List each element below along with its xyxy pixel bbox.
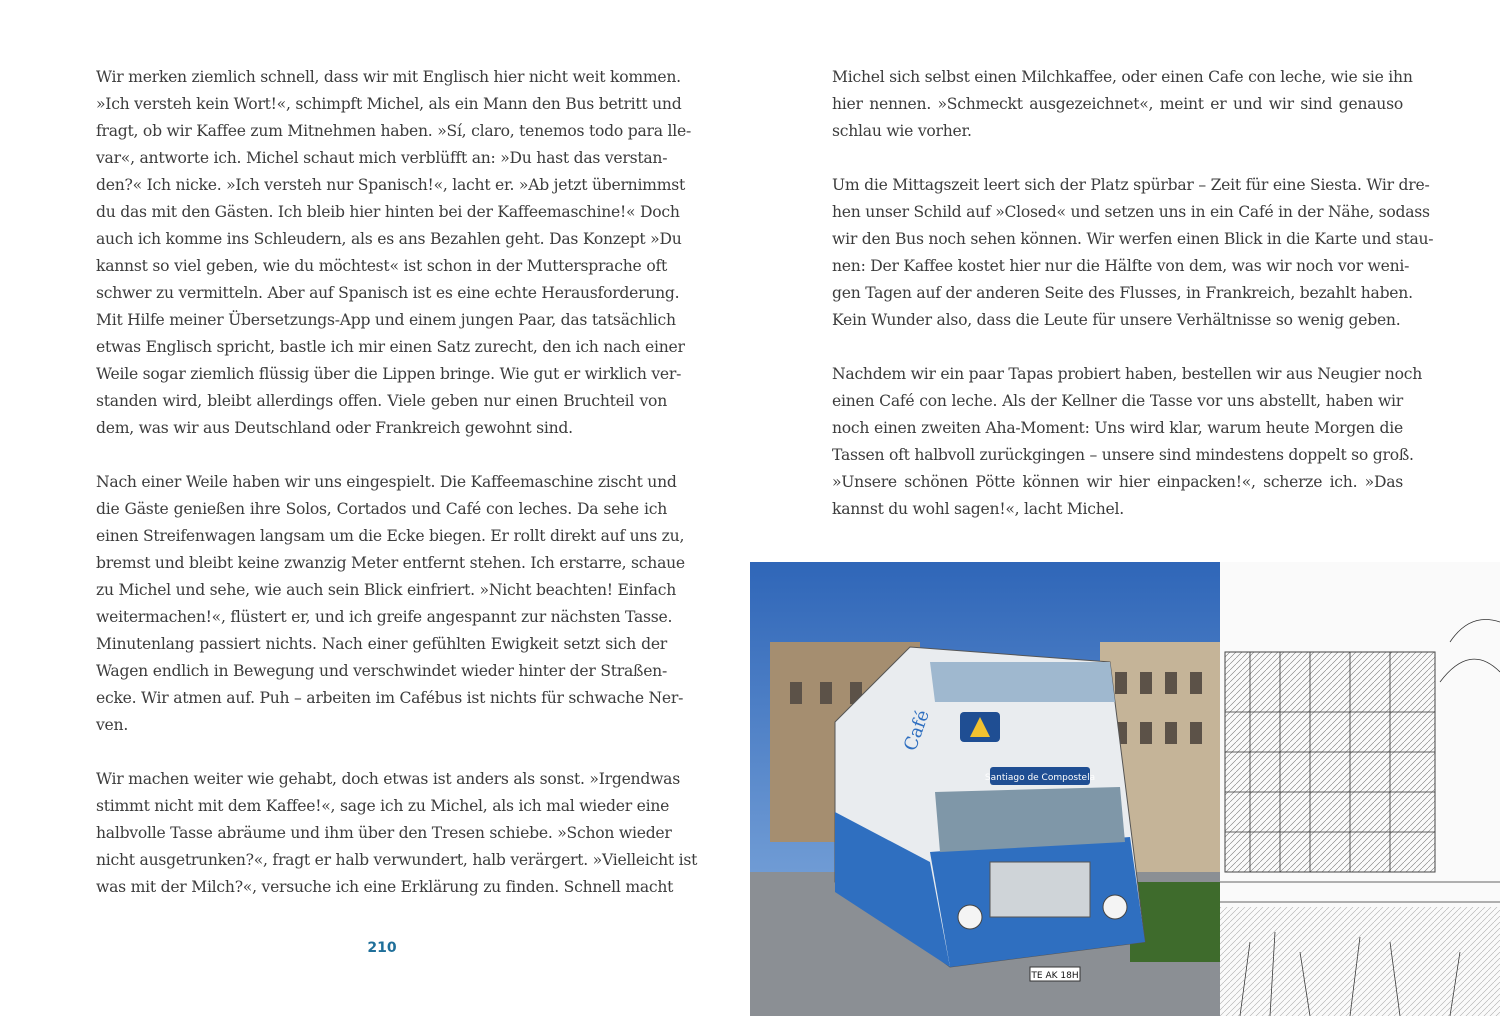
text-line: kannst du wohl sagen!«, lacht Michel.: [832, 500, 1124, 518]
svg-text:TE AK 18H: TE AK 18H: [1031, 971, 1079, 981]
text-line: den?« Ich nicke. »Ich versteh nur Spanisch!«, lacht er. »Ab jetzt übernimmst: [96, 176, 686, 194]
bus-photo-sketch-illustration: [750, 562, 1500, 1016]
text-line: hier nennen. »Schmeckt ausgezeichnet«, meint er und wir sind genauso: [832, 95, 1403, 113]
text-line: Michel sich selbst einen Milchkaffee, oder einen Cafe con leche, wie sie ihn: [832, 68, 1413, 86]
text-line: »Ich versteh kein Wort!«, schimpft Michel, als ein Mann den Bus betritt und: [96, 95, 682, 113]
paragraph: [96, 64, 691, 442]
text-line: halbvolle Tasse abräume und ihm über den Tresen schiebe. »Schon wieder: [96, 824, 672, 842]
text-line: Wagen endlich in Bewegung und verschwindet wieder hinter der Straßen-: [96, 662, 667, 680]
sketch-buildings: [1225, 652, 1435, 872]
text-line: schlau wie vorher.: [832, 122, 972, 140]
text-line: weitermachen!«, flüstert er, und ich greife angespannt zur nächsten Tasse.: [96, 608, 673, 626]
text-line: var«, antworte ich. Michel schaut mich verblüfft an: »Du hast das verstan-: [96, 149, 668, 167]
text-line: Tassen oft halbvoll zurückgingen – unsere sind mindestens doppelt so groß.: [832, 446, 1414, 464]
text-line: einen Café con leche. Als der Kellner die Tasse vor uns abstellt, haben wir: [832, 392, 1403, 410]
text-line: Wir machen weiter wie gehabt, doch etwas ist anders als sonst. »Irgendwas: [96, 770, 680, 788]
page-number: 210: [367, 940, 397, 956]
paragraph: [96, 766, 698, 901]
text-line: Um die Mittagszeit leert sich der Platz spürbar – Zeit für eine Siesta. Wir dre-: [832, 176, 1430, 194]
text-line: stimmt nicht mit dem Kaffee!«, sage ich zu Michel, als ich mal wieder eine: [96, 797, 670, 815]
text-line: dem, was wir aus Deutschland oder Frankreich gewohnt sind.: [96, 419, 573, 437]
svg-text:Café: Café: [899, 707, 935, 754]
paragraph: [832, 361, 1422, 523]
text-line: Weile sogar ziemlich flüssig über die Lippen bringe. Wie gut er wirklich ver-: [96, 365, 682, 383]
text-line: schwer zu vermitteln. Aber auf Spanisch ist es eine echte Herausforderung.: [96, 284, 680, 302]
hedge: [1130, 882, 1220, 962]
right-page-text: [832, 64, 1434, 550]
text-line: nicht ausgetrunken?«, fragt er halb verwundert, halb verärgert. »Vielleicht ist: [96, 851, 698, 869]
text-line: Minutenlang passiert nichts. Nach einer gefühlten Ewigkeit setzt sich der: [96, 635, 667, 653]
text-line: ecke. Wir atmen auf. Puh – arbeiten im Cafébus ist nichts für schwache Ner-: [96, 689, 684, 707]
left-page-text: [96, 64, 698, 928]
text-line: Nachdem wir ein paar Tapas probiert haben, bestellen wir aus Neugier noch: [832, 365, 1422, 383]
svg-text:Santiago de Compostela: Santiago de Compostela: [984, 773, 1096, 783]
text-line: Wir merken ziemlich schnell, dass wir mit Englisch hier nicht weit kommen.: [96, 68, 681, 86]
text-line: gen Tagen auf der anderen Seite des Flusses, in Frankreich, bezahlt haben.: [832, 284, 1413, 302]
text-line: zu Michel und sehe, wie auch sein Blick einfriert. »Nicht beachten! Einfach: [96, 581, 677, 599]
text-line: bremst und bleibt keine zwanzig Meter entfernt stehen. Ich erstarre, schaue: [96, 554, 685, 572]
paragraph: [832, 172, 1434, 334]
text-line: Kein Wunder also, dass die Leute für unsere Verhältnisse so wenig geben.: [832, 311, 1401, 329]
text-line: kannst so viel geben, wie du möchtest« ist schon in der Muttersprache oft: [96, 257, 667, 275]
paragraph: [832, 64, 1413, 145]
text-line: die Gäste genießen ihre Solos, Cortados und Café con leches. Da sehe ich: [96, 500, 667, 518]
text-line: einen Streifenwagen langsam um die Ecke biegen. Er rollt direkt auf uns zu,: [96, 527, 685, 545]
text-line: ven.: [96, 716, 129, 734]
text-line: was mit der Milch?«, versuche ich eine Erklärung zu finden. Schnell macht: [96, 878, 674, 896]
illustration-graphic: [750, 562, 1500, 1016]
text-line: Nach einer Weile haben wir uns eingespielt. Die Kaffeemaschine zischt und: [96, 473, 677, 491]
sketch-river-bank: [1220, 907, 1500, 1016]
text-line: wir den Bus noch sehen können. Wir werfen einen Blick in die Karte und stau-: [832, 230, 1434, 248]
text-line: hen unser Schild auf »Closed« und setzen uns in ein Café in der Nähe, sodass: [832, 203, 1430, 221]
text-line: »Unsere schönen Pötte können wir hier einpacken!«, scherze ich. »Das: [832, 473, 1403, 491]
text-line: nen: Der Kaffee kostet hier nur die Hälfte von dem, was wir noch vor weni-: [832, 257, 1410, 275]
text-line: etwas Englisch spricht, bastle ich mir einen Satz zurecht, den ich nach einer: [96, 338, 685, 356]
text-line: du das mit den Gästen. Ich bleib hier hinten bei der Kaffeemaschine!« Doch: [96, 203, 680, 221]
text-line: standen wird, bleibt allerdings offen. Viele geben nur einen Bruchteil von: [96, 392, 667, 410]
text-line: fragt, ob wir Kaffee zum Mitnehmen haben. »Sí, claro, tenemos todo para lle-: [96, 122, 691, 140]
text-line: noch einen zweiten Aha-Moment: Uns wird klar, warum heute Morgen die: [832, 419, 1403, 437]
paragraph: [96, 469, 685, 739]
text-line: Mit Hilfe meiner Übersetzungs-App und einem jungen Paar, das tatsächlich: [96, 311, 676, 329]
text-line: auch ich komme ins Schleudern, als es ans Bezahlen geht. Das Konzept »Du: [96, 230, 682, 248]
